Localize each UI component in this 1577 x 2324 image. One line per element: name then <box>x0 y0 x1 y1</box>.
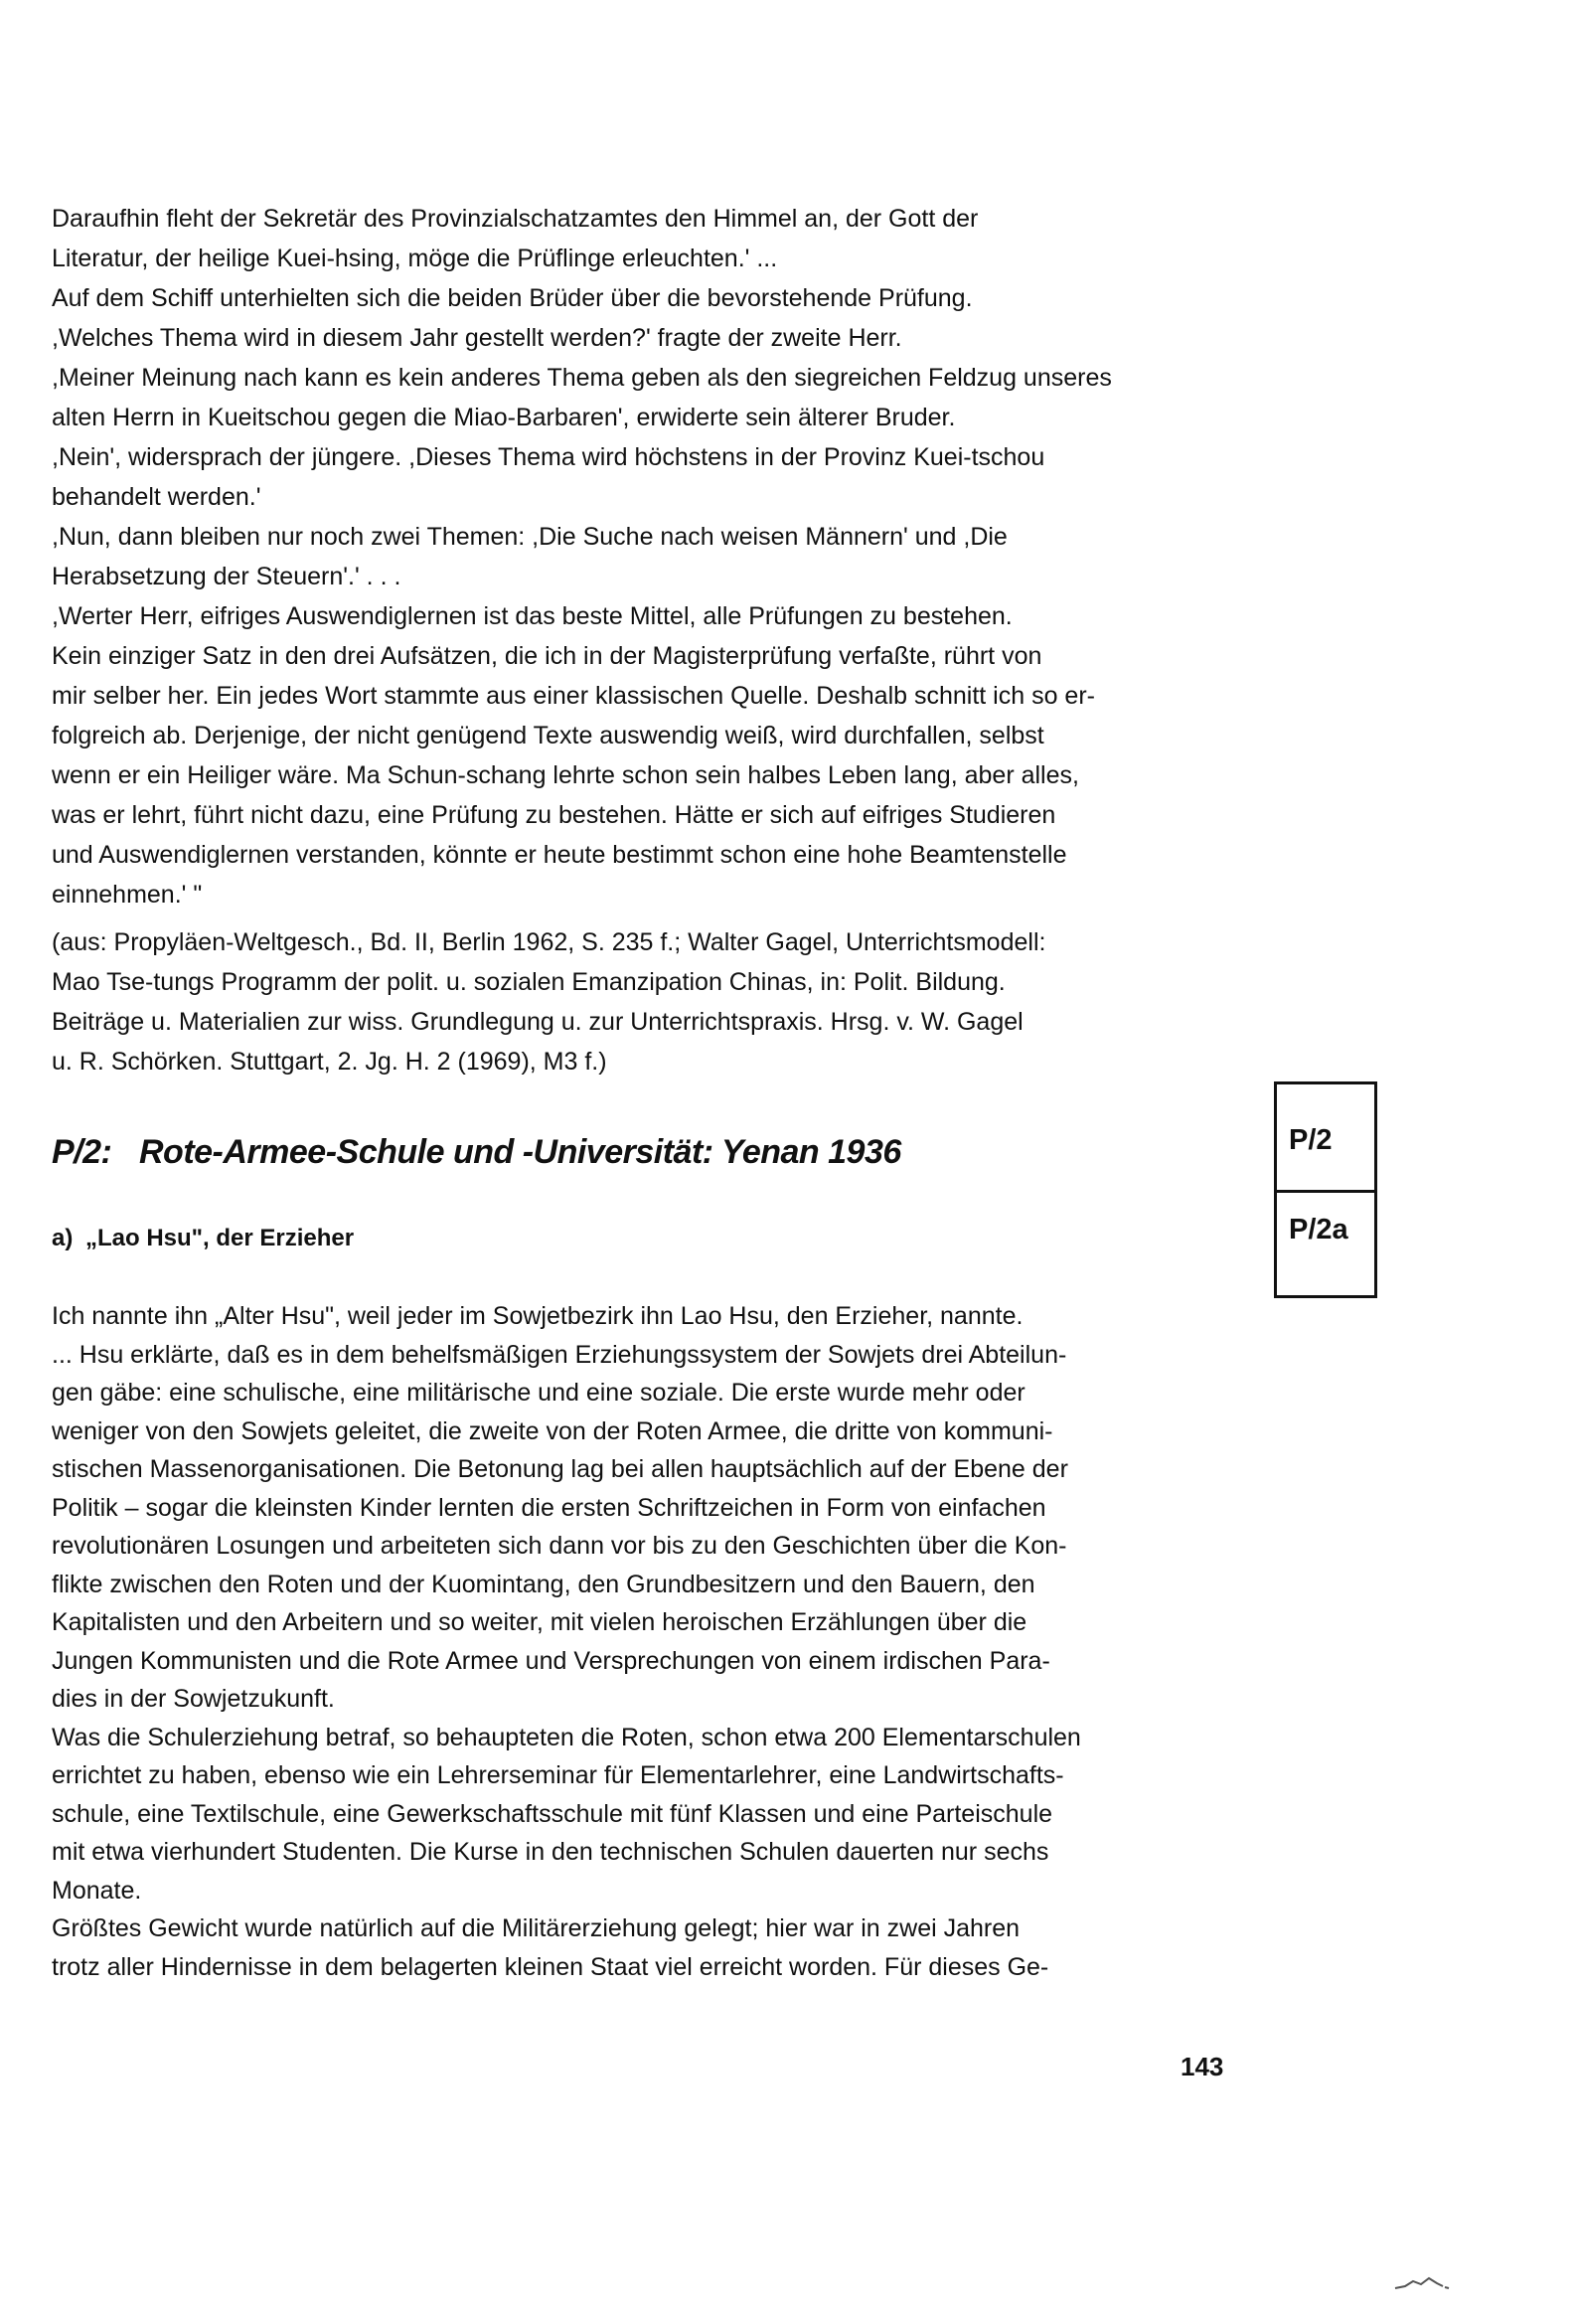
text-line: ,Meiner Meinung nach kann es kein anderes Thema geben als den siegreichen Feldzug unseres <box>52 364 1112 392</box>
text-line: Kein einziger Satz in den drei Aufsätzen, die ich in der Magisterprüfung verfaßte, rührt von <box>52 642 1042 670</box>
text-line: mir selber her. Ein jedes Wort stammte aus einer klassischen Quelle. Deshalb schnitt ich so er- <box>52 682 1095 710</box>
text-line: Auf dem Schiff unterhielten sich die beiden Brüder über die bevorstehende Prüfung. <box>52 284 973 312</box>
source-line: u. R. Schörken. Stuttgart, 2. Jg. H. 2 (1969), M3 f.) <box>52 1048 607 1076</box>
tab-label-p2a: P/2a <box>1289 1214 1348 1245</box>
text-line: dies in der Sowjetzukunft. <box>52 1685 335 1713</box>
text-line: revolutionären Losungen und arbeiteten sich dann vor bis zu den Geschichten über die Kon- <box>52 1532 1067 1560</box>
text-line: alten Herrn in Kueitschou gegen die Miao-Barbaren', erwiderte sein älterer Bruder. <box>52 404 956 431</box>
scan-artifact-icon <box>1391 2272 1451 2297</box>
text-line: Jungen Kommunisten und die Rote Armee und Versprechungen von einem irdischen Para- <box>52 1646 1050 1675</box>
text-line: folgreich ab. Derjenige, der nicht genügend Texte auswendig weiß, wird durchfallen, selbst <box>52 722 1044 749</box>
text-line: ,Nun, dann bleiben nur noch zwei Themen: ,Die Suche nach weisen Männern' und ,Die <box>52 523 1008 551</box>
text-line: trotz aller Hindernisse in dem belagerten kleinen Staat viel erreicht worden. Für dieses Ge- <box>52 1952 1049 1981</box>
section-number: P/2: <box>52 1133 112 1171</box>
page-number: 143 <box>1181 2052 1224 2081</box>
text-line: Größtes Gewicht wurde natürlich auf die Militärerziehung gelegt; hier war in zwei Jahren <box>52 1914 1021 1942</box>
text-line: schule, eine Textilschule, eine Gewerkschaftsschule mit fünf Klassen und eine Parteischule <box>52 1799 1053 1828</box>
text-line: flikte zwischen den Roten und der Kuomintang, den Grundbesitzern und den Bauern, den <box>52 1570 1035 1598</box>
text-line: mit etwa vierhundert Studenten. Die Kurse in den technischen Schulen dauerten nur sechs <box>52 1838 1049 1866</box>
text-line: Herabsetzung der Steuern'.' . . . <box>52 563 401 590</box>
text-line: ,Welches Thema wird in diesem Jahr gestellt werden?' fragte der zweite Herr. <box>52 324 902 352</box>
section-heading <box>52 1133 901 1172</box>
text-line: stischen Massenorganisationen. Die Betonung lag bei allen hauptsächlich auf der Ebene der <box>52 1455 1068 1483</box>
text-line: ,Nein', widersprach der jüngere. ,Dieses Thema wird höchstens in der Provinz Kuei-tschou <box>52 443 1045 471</box>
text-line: ... Hsu erklärte, daß es in dem behelfsmäßigen Erziehungssystem der Sowjets drei Abteilun- <box>52 1340 1067 1369</box>
text-line: behandelt werden.' <box>52 483 261 511</box>
source-line: Mao Tse-tungs Programm der polit. u. sozialen Emanzipation Chinas, in: Polit. Bildung. <box>52 968 1006 996</box>
text-line: Ich nannte ihn „Alter Hsu", weil jeder im Sowjetbezirk ihn Lao Hsu, den Erzieher, nannte. <box>52 1302 1024 1330</box>
subsection-marker: a) <box>52 1225 74 1251</box>
text-line: errichtet zu haben, ebenso wie ein Lehrerseminar für Elementarlehrer, eine Landwirtschafts- <box>52 1761 1064 1789</box>
text-line: Literatur, der heilige Kuei-hsing, möge die Prüflinge erleuchten.' ... <box>52 245 778 272</box>
quote-excerpt <box>52 199 1244 1081</box>
section-title-text: Rote-Armee-Schule und -Universität: Yenan 1936 <box>139 1133 901 1171</box>
text-line: Was die Schulerziehung betraf, so behaupteten die Roten, schon etwa 200 Elementarschulen <box>52 1723 1081 1751</box>
text-line: einnehmen.' " <box>52 881 203 909</box>
text-line: Politik – sogar die kleinsten Kinder lernten die ersten Schriftzeichen in Form von einfachen <box>52 1493 1046 1522</box>
subsection-title-text: „Lao Hsu", der Erzieher <box>85 1225 355 1251</box>
text-line: Daraufhin fleht der Sekretär des Provinzialschatzamtes den Himmel an, der Gott der <box>52 205 979 233</box>
text-line: ,Werter Herr, eifriges Auswendiglernen ist das beste Mittel, alle Prüfungen zu bestehen. <box>52 602 1013 630</box>
subsection-heading <box>52 1225 354 1252</box>
text-line: weniger von den Sowjets geleitet, die zweite von der Roten Armee, die dritte von kommuni- <box>52 1416 1053 1445</box>
text-line: Monate. <box>52 1876 142 1905</box>
text-line: Kapitalisten und den Arbeitern und so weiter, mit vielen heroischen Erzählungen über die <box>52 1608 1027 1636</box>
body-text <box>52 1297 1234 1986</box>
source-line: Beiträge u. Materialien zur wiss. Grundlegung u. zur Unterrichtspraxis. Hrsg. v. W. Gagel <box>52 1008 1024 1036</box>
tab-divider <box>1277 1190 1374 1193</box>
section-tab-box <box>1274 1081 1377 1298</box>
text-line: gen gäbe: eine schulische, eine militärische und eine soziale. Die erste wurde mehr oder <box>52 1379 1025 1407</box>
source-line: (aus: Propyläen-Weltgesch., Bd. II, Berlin 1962, S. 235 f.; Walter Gagel, Unterrichtsmodell: <box>52 928 1046 956</box>
text-line: und Auswendiglernen verstanden, könnte er heute bestimmt schon eine hohe Beamtenstelle <box>52 841 1067 869</box>
text-line: wenn er ein Heiliger wäre. Ma Schun-schang lehrte schon sein halbes Leben lang, aber alles, <box>52 761 1079 789</box>
tab-label-p2: P/2 <box>1289 1124 1333 1156</box>
text-line: was er lehrt, führt nicht dazu, eine Prüfung zu bestehen. Hätte er sich auf eifriges Studieren <box>52 801 1056 829</box>
